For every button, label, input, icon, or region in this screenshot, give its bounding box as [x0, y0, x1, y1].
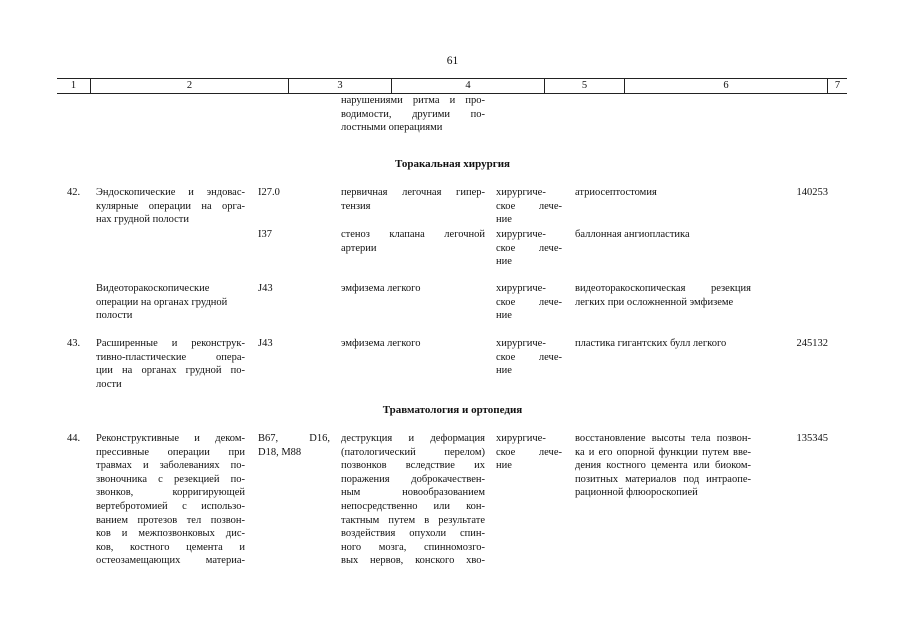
text-line: полости [96, 310, 133, 322]
text-line: воздействия опухоли спин- [341, 528, 485, 540]
text-line: первичная легочная гипер- [341, 187, 485, 198]
text-line: B67, D16, [258, 433, 330, 444]
row-42-method-2: баллонная ангиопластика [575, 229, 690, 240]
row-42-price: 140253 [796, 187, 828, 198]
row-42b-name [96, 282, 245, 323]
text-line: ние [496, 460, 512, 472]
text-line: ское лече- [496, 351, 562, 363]
text-line: D18, M88 [258, 446, 302, 458]
text-line: позитных материалов под интраопе- [575, 473, 751, 485]
row-42b-method [575, 282, 751, 309]
column-header-6: 6 [624, 79, 827, 93]
text-line: ское лече- [496, 242, 562, 254]
text-line: лости [96, 378, 122, 390]
row-43-model: эмфизема легкого [341, 338, 421, 349]
text-line: ного мозга, спинномозго- [341, 541, 485, 553]
text-line: Видеоторакоскопические [96, 283, 210, 294]
text-line: ское лече- [496, 446, 562, 458]
text-line: восстановление высоты тела позвон- [575, 433, 751, 444]
text-line: легких при осложненной эмфиземе [575, 296, 734, 308]
text-line: ции на органах грудной по- [96, 365, 245, 377]
row-42-code-2: I37 [258, 229, 272, 240]
column-header-3: 3 [288, 79, 391, 93]
text-line: ние [496, 256, 512, 268]
text-line: рационной флюороскопией [575, 487, 698, 499]
row-42-treatment-1 [496, 186, 562, 227]
row-43-treatment [496, 337, 562, 378]
section-title-traumatology: Травматология и ортопедия [382, 404, 523, 416]
text-line: ние [496, 214, 512, 226]
row-42-model-1 [341, 186, 485, 213]
text-line: тивно-пластические опера- [96, 351, 245, 363]
row-43-price: 245132 [796, 338, 828, 349]
text-line: позвонков вследствие их [341, 460, 485, 472]
row-44-name [96, 432, 245, 568]
text-line: кулярные операции на орга- [96, 200, 245, 212]
text-line: нарушениями ритма и про- [341, 95, 485, 106]
text-line: ным новообразованием [341, 487, 485, 499]
row-44-treatment [496, 432, 562, 473]
text-line: хирургиче- [496, 338, 546, 349]
column-header-4: 4 [391, 79, 544, 93]
section-title-thoracic: Торакальная хирургия [395, 158, 510, 170]
text-line: нах грудной полости [96, 214, 189, 226]
row-44-price: 135345 [796, 433, 828, 444]
text-line: непосредственно или кон- [341, 500, 485, 512]
text-line: ское лече- [496, 296, 562, 308]
text-line: вых нервов, конского хво- [341, 555, 485, 567]
text-line: звоночника с резекцией по- [96, 473, 245, 485]
row-44-code [258, 432, 330, 459]
text-line: ка и его опорной функции путем вве- [575, 446, 751, 458]
row-42-number: 42. [67, 187, 81, 198]
text-line: вертебротомией с использо- [96, 500, 245, 512]
text-line: ское лече- [496, 200, 562, 212]
column-header-1: 1 [70, 80, 77, 91]
row-42b-model: эмфизема легкого [341, 283, 421, 294]
row-42b-code: J43 [258, 283, 273, 294]
text-line: Реконструктивные и деком- [96, 433, 245, 444]
text-line: ков, костного цемента и [96, 541, 245, 553]
text-line: стеноз клапана легочной [341, 229, 485, 240]
text-line: травмах и заболеваниях по- [96, 460, 245, 472]
row-44-model [341, 432, 485, 568]
row-43-method: пластика гигантских булл легкого [575, 338, 727, 349]
text-line: хирургиче- [496, 187, 546, 198]
text-line: ние [496, 310, 512, 322]
row-43-number: 43. [67, 338, 81, 349]
text-line: видеоторакоскопическая резекция [575, 283, 751, 294]
row-42-method-1: атриосептостомия [575, 187, 657, 198]
column-header-7: 7 [827, 79, 847, 93]
page-number: 61 [446, 55, 459, 67]
text-line: Расширенные и реконструк- [96, 338, 245, 349]
text-line: тактным путем в результате [341, 514, 485, 526]
row-44-number: 44. [67, 433, 81, 444]
row-44-method [575, 432, 751, 500]
text-line: остеозамещающих материа- [96, 555, 245, 567]
text-line: хирургиче- [496, 229, 546, 240]
text-line: операции на органах грудной [96, 296, 228, 308]
row-42-treatment-2 [496, 228, 562, 269]
text-line: ванием протезов тел позвон- [96, 514, 245, 526]
table-header-row [57, 78, 847, 94]
column-header-5: 5 [544, 79, 624, 93]
row-42-code-1: I27.0 [258, 187, 280, 198]
text-line: хирургиче- [496, 283, 546, 294]
text-line: деструкция и деформация [341, 433, 485, 444]
text-line: прессивные операции при [96, 446, 245, 458]
row-43-code: J43 [258, 338, 273, 349]
row-42-name [96, 186, 245, 227]
text-line: тензия [341, 200, 371, 212]
text-line: лостными операциями [341, 122, 443, 134]
text-line: (патологический перелом) [341, 446, 485, 458]
text-line: звонков, корригирующей [96, 487, 245, 499]
row-43-name [96, 337, 245, 391]
row-42-model-2 [341, 228, 485, 255]
text-line: дения костного цемента или биоком- [575, 460, 751, 472]
text-line: Эндоскопические и эндовас- [96, 187, 245, 198]
text-line: водимости, другими по- [341, 108, 485, 120]
text-line: ние [496, 365, 512, 377]
row-42b-treatment [496, 282, 562, 323]
continuation-model-cell [341, 94, 485, 135]
text-line: хирургиче- [496, 433, 546, 444]
text-line: поражения доброкачествен- [341, 473, 485, 485]
text-line: ков и межпозвонковых дис- [96, 528, 245, 540]
text-line: артерии [341, 242, 377, 254]
column-header-2: 2 [90, 79, 288, 93]
